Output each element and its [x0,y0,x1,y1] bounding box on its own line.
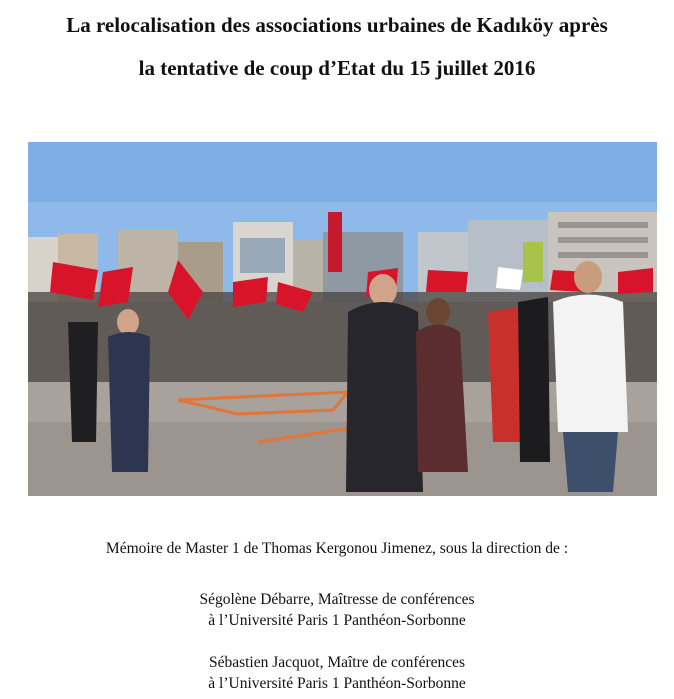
supervisor-1-name-role: Ségolène Débarre, Maîtresse de conférences [199,591,475,608]
title-line-2: la tentative de coup d’Etat du 15 juillet 2016 [138,56,536,80]
author-line: Mémoire de Master 1 de Thomas Kergonou Jimenez, sous la direction de : [105,540,569,557]
cover-photo [28,142,657,496]
supervisor-2 [0,652,674,694]
title-line-1: La relocalisation des associations urbaines de Kadıköy après [66,13,608,37]
supervisor-1-institution: à l’Université Paris 1 Panthéon-Sorbonne [208,612,466,629]
supervisor-2-institution: à l’Université Paris 1 Panthéon-Sorbonne [208,675,466,692]
supervisor-2-name-role: Sébastien Jacquot, Maître de conférences [208,654,466,671]
supervisor-1 [0,589,674,631]
crowd-photo-illustration [28,142,657,496]
